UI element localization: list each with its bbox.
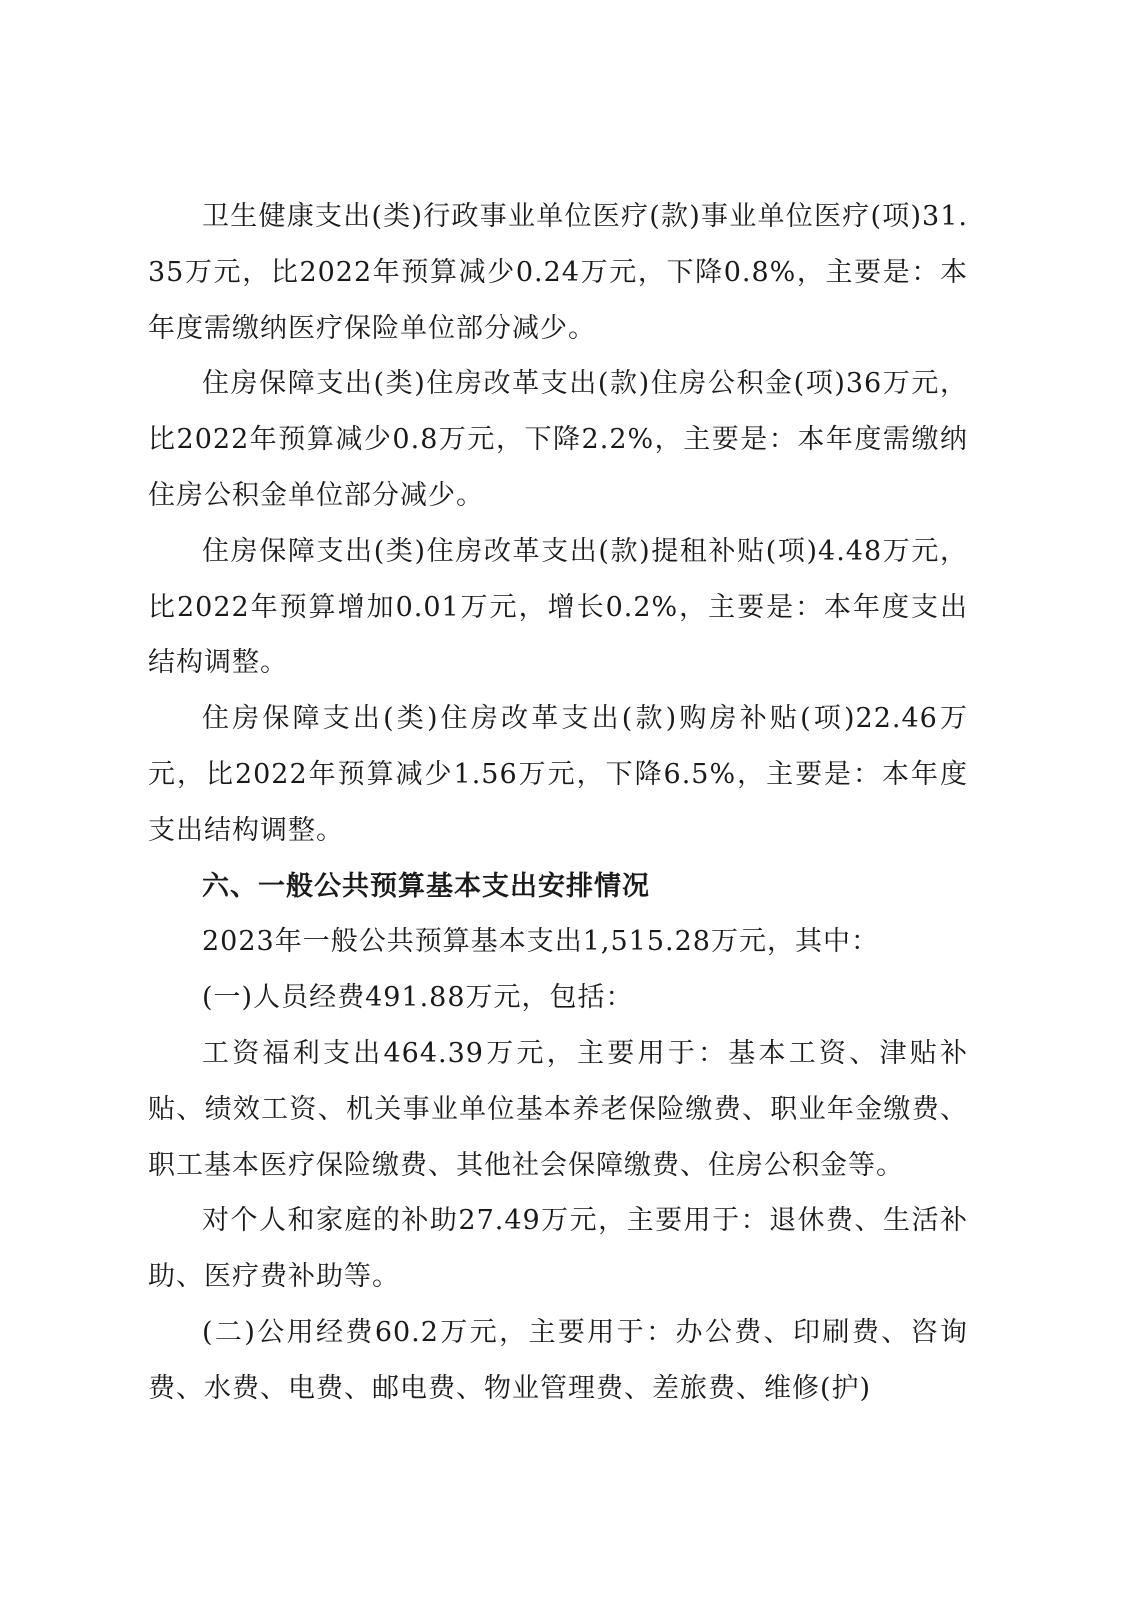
paragraph-housing-fund: 住房保障支出(类)住房改革支出(款)住房公积金(项)36万元，比2022年预算减少0.8万元，下降2.2%，主要是：本年度需缴纳住房公积金单位部分减少。 [148, 368, 968, 511]
paragraph-purchase-subsidy: 住房保障支出(类)住房改革支出(款)购房补贴(项)22.46万元，比2022年预算减少1.56万元，下降6.5%，主要是：本年度支出结构调整。 [148, 703, 968, 846]
section-heading: 六、一般公共预算基本支出安排情况 [202, 870, 650, 902]
paragraph-basic-expenditure-total: 2023年一般公共预算基本支出1,515.28万元，其中： [202, 926, 879, 958]
paragraph-public-expense: (二)公用经费60.2万元，主要用于：办公费、印刷费、咨询费、水费、电费、邮电费、物业管理费、差旅费、维修(护) [148, 1316, 968, 1404]
paragraph-household-subsidy: 对个人和家庭的补助27.49万元，主要用于：退休费、生活补助、医疗费补助等。 [148, 1205, 968, 1293]
paragraph-personnel-expense: (一)人员经费491.88万元，包括： [202, 982, 634, 1014]
paragraph-wage-welfare: 工资福利支出464.39万元，主要用于：基本工资、津贴补贴、绩效工资、机关事业单位基本养老保险缴费、职业年金缴费、职工基本医疗保险缴费、其他社会保障缴费、住房公积金等。 [148, 1037, 968, 1181]
document-body [148, 189, 968, 1417]
paragraph-rent-subsidy: 住房保障支出(类)住房改革支出(款)提租补贴(项)4.48万元，比2022年预算增加0.01万元，增长0.2%，主要是：本年度支出结构调整。 [148, 535, 968, 679]
paragraph-health-medical: 卫生健康支出(类)行政事业单位医疗(款)事业单位医疗(项)31.35万元，比2022年预算减少0.24万元，下降0.8%，主要是：本年度需缴纳医疗保险单位部分减少。 [148, 201, 968, 344]
